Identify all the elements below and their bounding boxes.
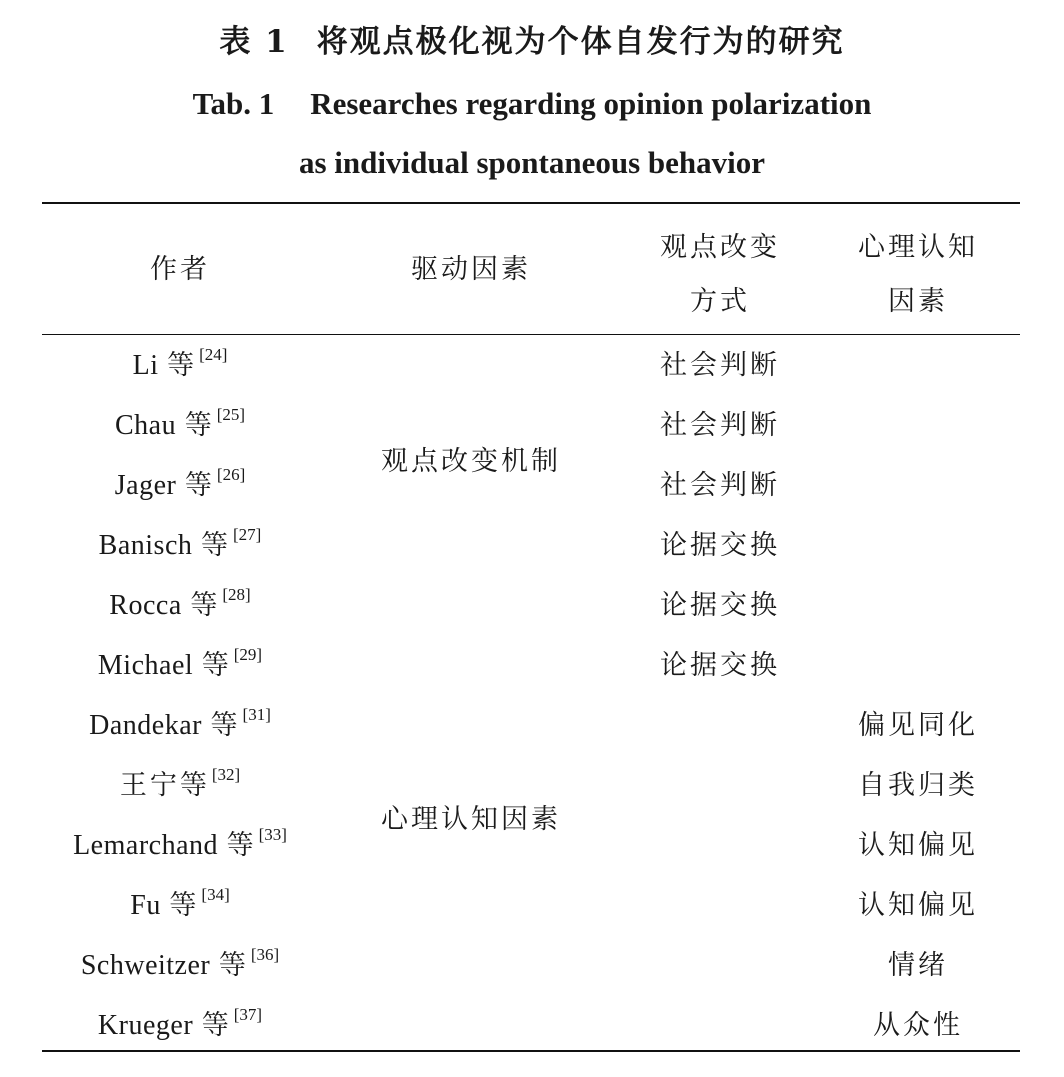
table-cell-change-method: 论据交换: [660, 650, 780, 681]
table-row-author: Schweitzer 等 [36]: [80, 945, 280, 981]
table-cell-cognitive-factor: 情绪: [888, 950, 948, 981]
table-bottom-rule: [42, 1050, 1020, 1052]
table-row-author: Banisch 等 [27]: [98, 525, 262, 561]
table-cell-change-method: 社会判断: [660, 410, 780, 441]
table-label-en: Tab. 1: [192, 86, 275, 121]
table-title-en-line1: [0, 84, 1064, 124]
header-driver: 驱动因素: [411, 254, 531, 285]
header-cognitive-factor: [816, 221, 1020, 329]
table-cell-cognitive-factor: 偏见同化: [858, 710, 978, 741]
table-title-zh: [0, 20, 1064, 64]
table-row-author: Dandekar 等 [31]: [89, 705, 271, 741]
table-row-author: 王宁等 [32]: [119, 765, 241, 801]
table-cell-change-method: 论据交换: [660, 590, 780, 621]
group-opinion-change-mechanism: 观点改变机制: [381, 446, 561, 477]
table-cell-change-method: 社会判断: [660, 350, 780, 381]
table-row-author: Fu 等 [34]: [130, 885, 230, 921]
header-author: 作者: [150, 254, 210, 285]
table-row-author: Michael 等 [29]: [97, 645, 263, 681]
table-header-rule: [42, 334, 1020, 335]
header-change-method-line2: 方式: [690, 286, 750, 317]
header-cognitive-factor-line1: 心理认知: [858, 232, 978, 263]
table-label-zh: 表 1: [219, 24, 289, 60]
table-row-author: Chau 等 [25]: [114, 405, 246, 441]
table-cell-change-method: 社会判断: [660, 470, 780, 501]
header-change-method-line1: 观点改变: [660, 232, 780, 263]
header-change-method: [624, 221, 816, 329]
table-row-author: Lemarchand 等 [33]: [73, 825, 287, 861]
header-cognitive-factor-line2: 因素: [888, 286, 948, 317]
table-title-en-line2: as individual spontaneous behavior: [298, 145, 765, 180]
group-psychological-cognitive-factor: 心理认知因素: [381, 804, 561, 835]
table-cell-cognitive-factor: 从众性: [873, 1010, 963, 1041]
table-cell-change-method: 论据交换: [660, 530, 780, 561]
table-row-author: Jager 等 [26]: [114, 465, 246, 501]
table-cell-cognitive-factor: 自我归类: [858, 770, 978, 801]
table-cell-cognitive-factor: 认知偏见: [858, 830, 978, 861]
table-row-author: Krueger 等 [37]: [97, 1005, 263, 1041]
table-top-rule: [42, 202, 1020, 204]
table-title-en-text: Researches regarding opinion polarization: [310, 86, 872, 121]
table-title-zh-text: 将观点极化视为个体自发行为的研究: [316, 24, 845, 60]
table-cell-cognitive-factor: 认知偏见: [858, 890, 978, 921]
table-row-author: Li 等 [24]: [132, 345, 228, 381]
table-row-author: Rocca 等 [28]: [109, 585, 251, 621]
